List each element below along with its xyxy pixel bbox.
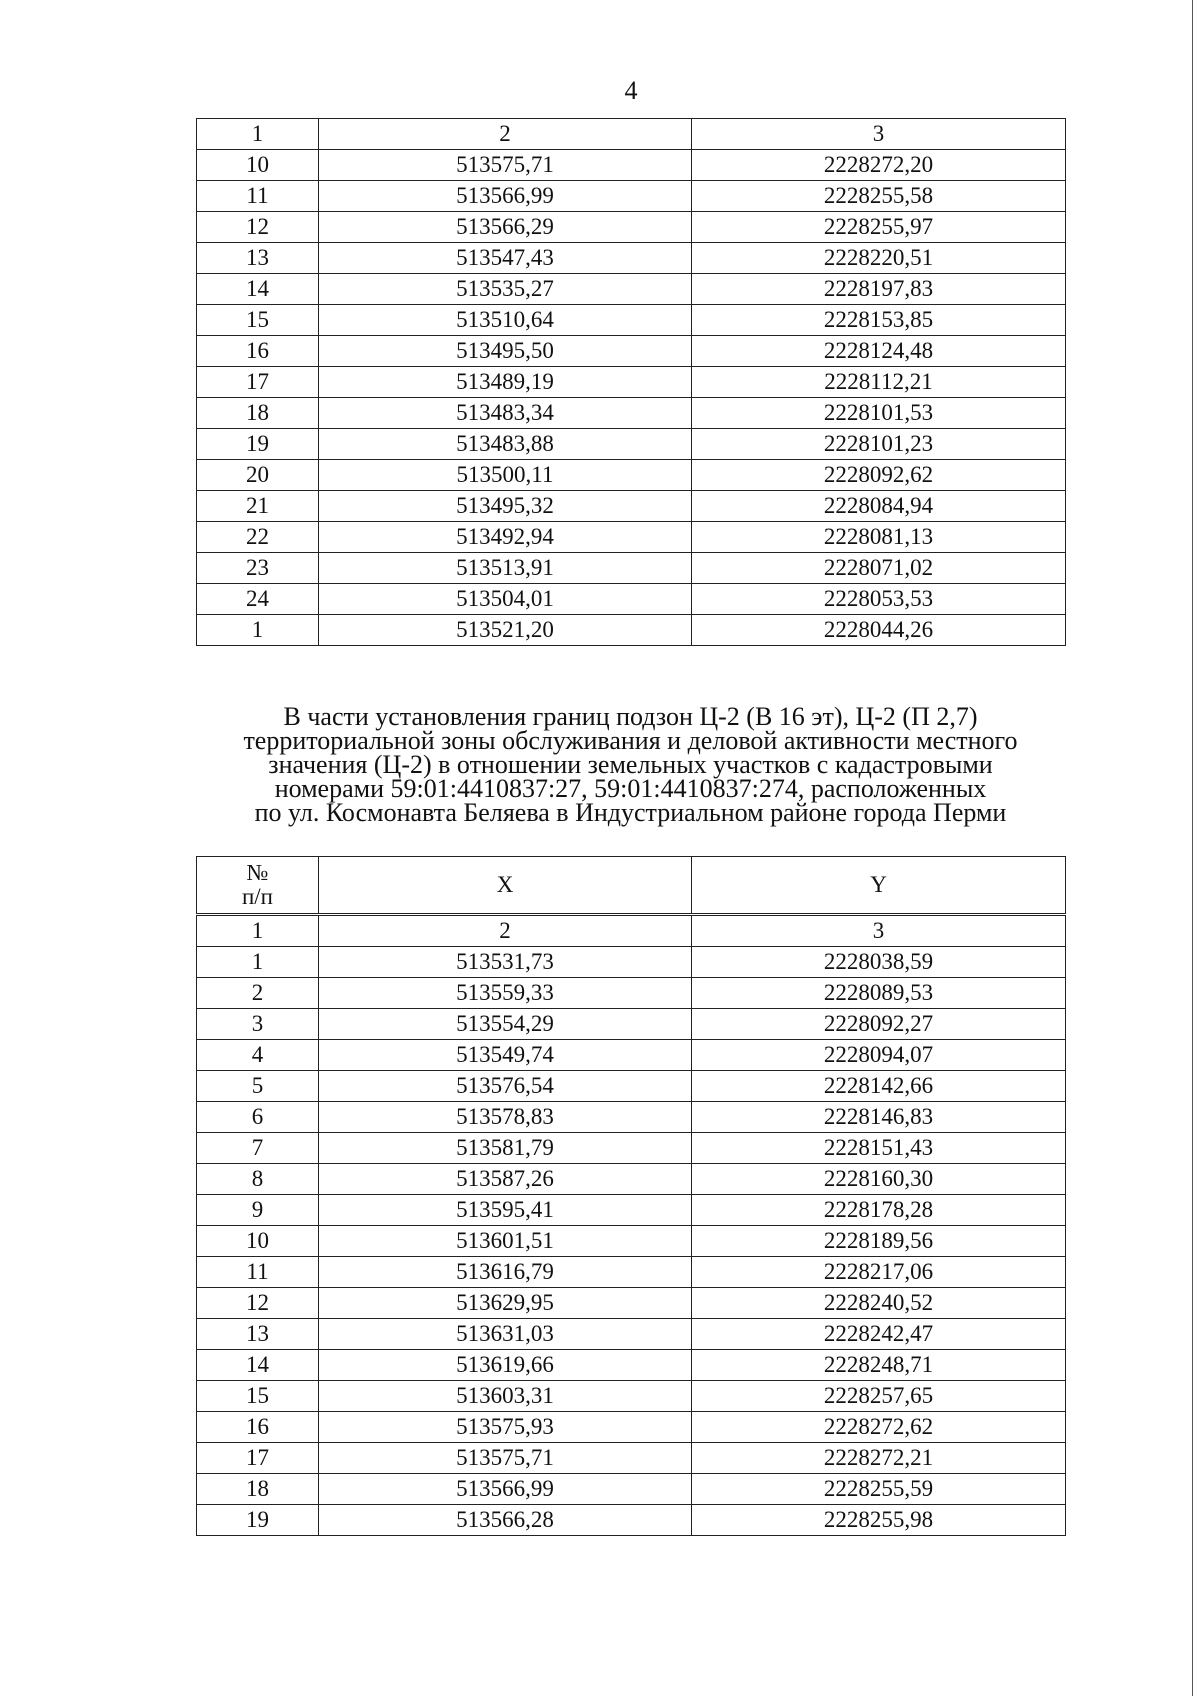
y-coordinate-cell: 2228160,30 [692, 1164, 1066, 1195]
table-body [197, 947, 1066, 1536]
page-number: 4 [624, 76, 638, 105]
table-row [197, 429, 1066, 460]
table-row [197, 978, 1066, 1009]
header-number-symbol: № [246, 860, 269, 885]
table-row [197, 150, 1066, 181]
point-number-cell: 9 [197, 1195, 319, 1226]
point-number-cell: 19 [197, 429, 319, 460]
coordinates-table [196, 856, 1066, 1536]
y-coordinate-cell: 2228220,51 [692, 243, 1066, 274]
header-x: X [319, 857, 692, 915]
point-number-cell: 11 [197, 181, 319, 212]
x-coordinate-cell: 513576,54 [319, 1071, 692, 1102]
section-heading-line: В части установления границ подзон Ц-2 (В 16 эт), Ц-2 (П 2,7) [283, 702, 978, 731]
table-row [197, 1195, 1066, 1226]
table-row [197, 1009, 1066, 1040]
x-coordinate-cell: 513492,94 [319, 522, 692, 553]
x-coordinate-cell: 513495,32 [319, 491, 692, 522]
point-number-cell: 13 [197, 243, 319, 274]
y-coordinate-cell: 2228084,94 [692, 491, 1066, 522]
x-coordinate-cell: 513510,64 [319, 305, 692, 336]
point-number-cell: 10 [197, 150, 319, 181]
table-row [197, 1381, 1066, 1412]
table-row [197, 305, 1066, 336]
table-row [197, 1071, 1066, 1102]
table-row [197, 1350, 1066, 1381]
x-coordinate-cell: 513578,83 [319, 1102, 692, 1133]
point-number-cell: 10 [197, 1226, 319, 1257]
x-coordinate-cell: 513619,66 [319, 1350, 692, 1381]
column-index-row [197, 119, 1066, 150]
x-coordinate-cell: 513489,19 [319, 367, 692, 398]
x-coordinate-cell: 513566,99 [319, 181, 692, 212]
y-coordinate-cell: 2228272,21 [692, 1443, 1066, 1474]
table-row [197, 1102, 1066, 1133]
x-coordinate-cell: 513575,71 [319, 150, 692, 181]
x-coordinate-cell: 513535,27 [319, 274, 692, 305]
y-coordinate-cell: 2228142,66 [692, 1071, 1066, 1102]
point-number-cell: 14 [197, 274, 319, 305]
header-number [197, 857, 319, 915]
x-coordinate-cell: 513603,31 [319, 1381, 692, 1412]
table-row [197, 1288, 1066, 1319]
point-number-cell: 15 [197, 1381, 319, 1412]
y-coordinate-cell: 2228094,07 [692, 1040, 1066, 1071]
x-coordinate-cell: 513500,11 [319, 460, 692, 491]
index-cell: 1 [197, 915, 319, 947]
index-cell: 3 [692, 915, 1066, 947]
point-number-cell: 19 [197, 1505, 319, 1536]
y-coordinate-cell: 2228189,56 [692, 1226, 1066, 1257]
y-coordinate-cell: 2228242,47 [692, 1319, 1066, 1350]
y-coordinate-cell: 2228178,28 [692, 1195, 1066, 1226]
y-coordinate-cell: 2228038,59 [692, 947, 1066, 978]
point-number-cell: 20 [197, 460, 319, 491]
point-number-cell: 6 [197, 1102, 319, 1133]
x-coordinate-cell: 513559,33 [319, 978, 692, 1009]
x-coordinate-cell: 513483,88 [319, 429, 692, 460]
table-row [197, 553, 1066, 584]
x-coordinate-cell: 513566,28 [319, 1505, 692, 1536]
header-number-label: п/п [241, 884, 273, 909]
point-number-cell: 16 [197, 336, 319, 367]
y-coordinate-cell: 2228272,62 [692, 1412, 1066, 1443]
y-coordinate-cell: 2228112,21 [692, 367, 1066, 398]
table-row [197, 1505, 1066, 1536]
point-number-cell: 13 [197, 1319, 319, 1350]
y-coordinate-cell: 2228101,23 [692, 429, 1066, 460]
point-number-cell: 14 [197, 1350, 319, 1381]
section-heading-line: номерами 59:01:4410837:27, 59:01:4410837:274, расположенных [274, 774, 987, 803]
table-row [197, 1133, 1066, 1164]
x-coordinate-cell: 513566,29 [319, 212, 692, 243]
point-number-cell: 8 [197, 1164, 319, 1195]
point-number-cell: 1 [197, 947, 319, 978]
x-coordinate-cell: 513575,71 [319, 1443, 692, 1474]
table-row [197, 212, 1066, 243]
y-coordinate-cell: 2228151,43 [692, 1133, 1066, 1164]
x-coordinate-cell: 513601,51 [319, 1226, 692, 1257]
x-coordinate-cell: 513629,95 [319, 1288, 692, 1319]
table-row [197, 522, 1066, 553]
point-number-cell: 17 [197, 1443, 319, 1474]
table-row [197, 367, 1066, 398]
point-number-cell: 11 [197, 1257, 319, 1288]
table-row [197, 181, 1066, 212]
table-body [197, 150, 1066, 646]
point-number-cell: 21 [197, 491, 319, 522]
x-coordinate-cell: 513531,73 [319, 947, 692, 978]
x-coordinate-cell: 513587,26 [319, 1164, 692, 1195]
point-number-cell: 1 [197, 615, 319, 646]
section-heading [196, 702, 1065, 827]
point-number-cell: 24 [197, 584, 319, 615]
y-coordinate-cell: 2228255,97 [692, 212, 1066, 243]
section-heading-line: территориальной зоны обслуживания и деловой активности местного [243, 726, 1018, 755]
header-row [197, 857, 1066, 915]
table-row [197, 243, 1066, 274]
table-row [197, 1443, 1066, 1474]
y-coordinate-cell: 2228197,83 [692, 274, 1066, 305]
table-row [197, 947, 1066, 978]
y-coordinate-cell: 2228248,71 [692, 1350, 1066, 1381]
x-coordinate-cell: 513549,74 [319, 1040, 692, 1071]
x-coordinate-cell: 513504,01 [319, 584, 692, 615]
x-coordinate-cell: 513616,79 [319, 1257, 692, 1288]
x-coordinate-cell: 513575,93 [319, 1412, 692, 1443]
point-number-cell: 22 [197, 522, 319, 553]
point-number-cell: 3 [197, 1009, 319, 1040]
y-coordinate-cell: 2228255,98 [692, 1505, 1066, 1536]
table-row [197, 1412, 1066, 1443]
table-row [197, 460, 1066, 491]
point-number-cell: 18 [197, 398, 319, 429]
y-coordinate-cell: 2228146,83 [692, 1102, 1066, 1133]
y-coordinate-cell: 2228272,20 [692, 150, 1066, 181]
y-coordinate-cell: 2228217,06 [692, 1257, 1066, 1288]
y-coordinate-cell: 2228240,52 [692, 1288, 1066, 1319]
section-heading-line: значения (Ц-2) в отношении земельных участков с кадастровыми [268, 750, 993, 779]
point-number-cell: 17 [197, 367, 319, 398]
y-coordinate-cell: 2228101,53 [692, 398, 1066, 429]
x-coordinate-cell: 513566,99 [319, 1474, 692, 1505]
table-row [197, 398, 1066, 429]
x-coordinate-cell: 513513,91 [319, 553, 692, 584]
x-coordinate-cell: 513547,43 [319, 243, 692, 274]
table-row [197, 1319, 1066, 1350]
y-coordinate-cell: 2228053,53 [692, 584, 1066, 615]
table-row [197, 584, 1066, 615]
y-coordinate-cell: 2228255,59 [692, 1474, 1066, 1505]
point-number-cell: 18 [197, 1474, 319, 1505]
x-coordinate-cell: 513595,41 [319, 1195, 692, 1226]
header-y: Y [692, 857, 1066, 915]
x-coordinate-cell: 513554,29 [319, 1009, 692, 1040]
point-number-cell: 15 [197, 305, 319, 336]
index-cell: 1 [197, 119, 319, 150]
column-index-row [197, 915, 1066, 947]
y-coordinate-cell: 2228092,27 [692, 1009, 1066, 1040]
y-coordinate-cell: 2228153,85 [692, 305, 1066, 336]
y-coordinate-cell: 2228257,65 [692, 1381, 1066, 1412]
point-number-cell: 23 [197, 553, 319, 584]
table-row [197, 1040, 1066, 1071]
table-row [197, 615, 1066, 646]
y-coordinate-cell: 2228089,53 [692, 978, 1066, 1009]
point-number-cell: 5 [197, 1071, 319, 1102]
y-coordinate-cell: 2228081,13 [692, 522, 1066, 553]
y-coordinate-cell: 2228071,02 [692, 553, 1066, 584]
point-number-cell: 16 [197, 1412, 319, 1443]
point-number-cell: 12 [197, 212, 319, 243]
x-coordinate-cell: 513521,20 [319, 615, 692, 646]
index-cell: 2 [319, 119, 692, 150]
section-heading-line: по ул. Космонавта Беляева в Индустриальном районе города Перми [254, 798, 1007, 827]
x-coordinate-cell: 513581,79 [319, 1133, 692, 1164]
point-number-cell: 4 [197, 1040, 319, 1071]
x-coordinate-cell: 513483,34 [319, 398, 692, 429]
table-row [197, 1164, 1066, 1195]
point-number-cell: 2 [197, 978, 319, 1009]
index-cell: 2 [319, 915, 692, 947]
y-coordinate-cell: 2228092,62 [692, 460, 1066, 491]
x-coordinate-cell: 513631,03 [319, 1319, 692, 1350]
table-row [197, 274, 1066, 305]
y-coordinate-cell: 2228255,58 [692, 181, 1066, 212]
coordinates-table-continued [196, 118, 1066, 646]
table-row [197, 1257, 1066, 1288]
y-coordinate-cell: 2228124,48 [692, 336, 1066, 367]
point-number-cell: 7 [197, 1133, 319, 1164]
table-row [197, 491, 1066, 522]
point-number-cell: 12 [197, 1288, 319, 1319]
table-row [197, 1226, 1066, 1257]
x-coordinate-cell: 513495,50 [319, 336, 692, 367]
table-row [197, 1474, 1066, 1505]
index-cell: 3 [692, 119, 1066, 150]
table-row [197, 336, 1066, 367]
scan-edge-line [1192, 0, 1193, 1696]
y-coordinate-cell: 2228044,26 [692, 615, 1066, 646]
